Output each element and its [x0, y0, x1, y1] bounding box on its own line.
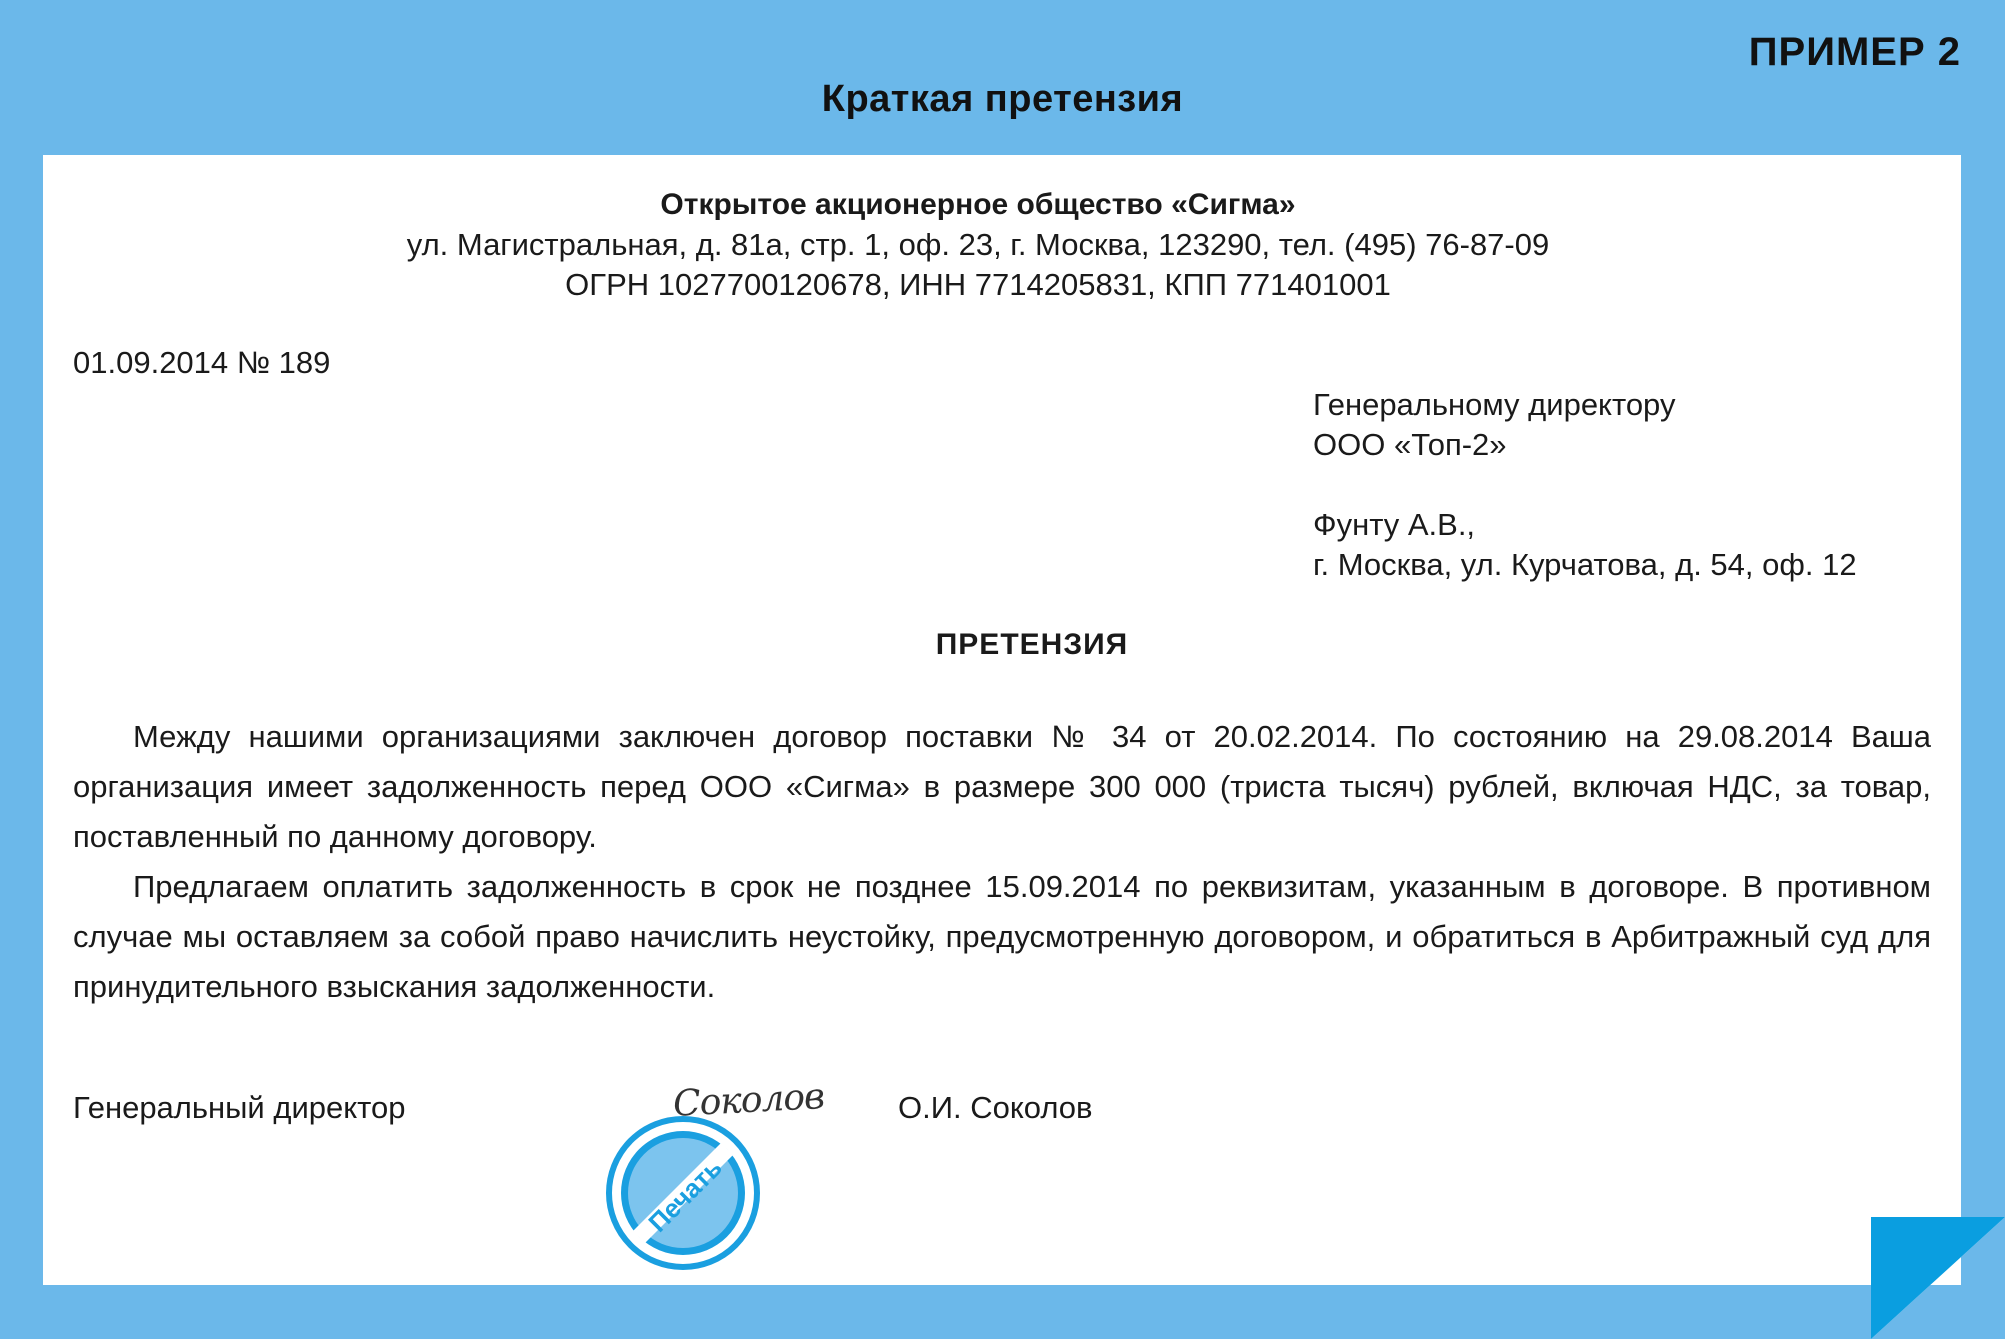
- document-date-number: 01.09.2014 № 189: [73, 345, 331, 380]
- letterhead: [43, 185, 1913, 305]
- addressee-block: [1313, 385, 1857, 585]
- example-label: ПРИМЕР 2: [1748, 30, 1961, 74]
- addressee-person: Фунту А.В.,: [1313, 507, 1476, 542]
- org-name: Открытое акционерное общество «Сигма»: [660, 188, 1296, 221]
- stamp-label: Печать: [642, 1152, 728, 1238]
- signer-title: Генеральный директор: [73, 1090, 406, 1125]
- addressee-address: г. Москва, ул. Курчатова, д. 54, оф. 12: [1313, 547, 1857, 582]
- org-registration: ОГРН 1027700120678, ИНН 7714205831, КПП 771401001: [565, 267, 1391, 302]
- document-sheet: [43, 155, 1961, 1285]
- frame-title: Краткая претензия: [821, 78, 1184, 120]
- page-corner-fold-icon: [1871, 1217, 2005, 1339]
- body-paragraph: Предлагаем оплатить задолженность в срок не позднее 15.09.2014 по реквизитам, указанным в договоре. В противном случае мы оставляем за собой право начислить неустойку, предусмотренную договором, и обратиться в Арбитражный суд для принудительного взыскания задолженности.: [73, 869, 1931, 1004]
- signer-name: О.И. Соколов: [898, 1090, 1093, 1125]
- body-paragraph: Между нашими организациями заключен договор поставки № 34 от 20.02.2014. По состоянию на 29.08.2014 Ваша организация имеет задолженность перед ООО «Сигма» в размере 300 000 (триста тысяч) рублей, включая НДС, за товар, поставленный по данному договору.: [73, 719, 1931, 854]
- document-heading: ПРЕТЕНЗИЯ: [935, 628, 1129, 661]
- addressee-company: ООО «Топ-2»: [1313, 427, 1507, 462]
- org-address: ул. Магистральная, д. 81а, стр. 1, оф. 23, г. Москва, 123290, тел. (495) 76-87-09: [406, 227, 1550, 262]
- handwritten-signature: Соколов: [672, 1076, 825, 1125]
- document-body: [73, 712, 1931, 1012]
- stamp-seal: [603, 1113, 763, 1273]
- addressee-position: Генеральному директору: [1313, 387, 1676, 422]
